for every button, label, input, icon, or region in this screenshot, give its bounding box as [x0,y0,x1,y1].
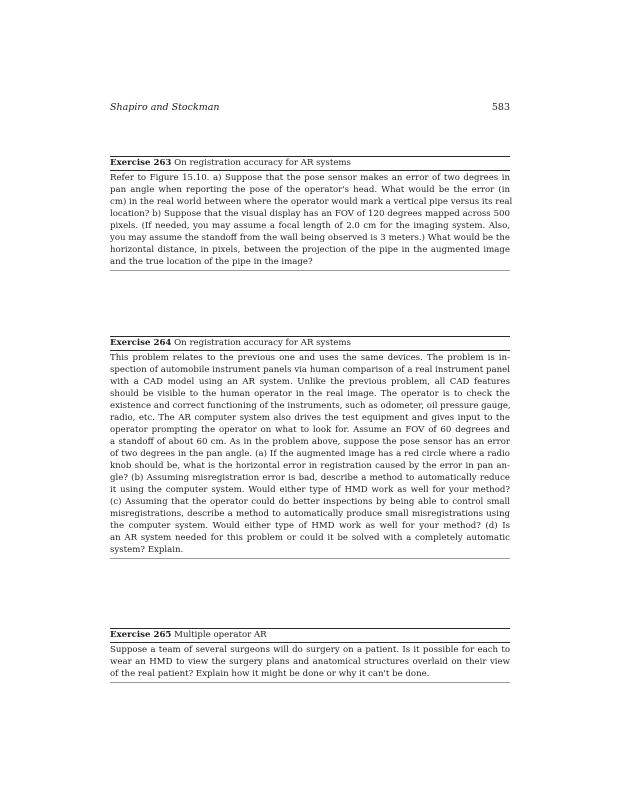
exercise-bottom-rule [110,682,510,683]
running-head [110,102,510,116]
exercise-text-line: with a CAD model using an AR system. Unlike the previous problem, all CAD features [110,377,510,387]
running-head-authors: Shapiro and Stockman [110,102,220,113]
exercise-264 [110,336,510,559]
exercise-text-line: pan angle when reporting the pose of the operator's head. What would be the error (in [110,185,510,195]
exercise-title: Multiple operator AR [174,630,267,640]
exercise-text-line: should be visible to the human operator in the real image. The operator is to check the [110,389,510,399]
exercise-text-line: and the true location of the pipe in the image? [110,257,313,267]
exercise-text-line: system? Explain. [110,545,184,555]
exercise-title: On registration accuracy for AR systems [174,338,351,348]
exercise-text-line: Refer to Figure 15.10. a) Suppose that the pose sensor makes an error of two degrees in [110,173,510,183]
exercise-header [110,337,510,350]
exercise-263 [110,156,513,271]
exercise-text-line: This problem relates to the previous one and uses the same devices. The problem is in- [110,353,510,363]
page-number: 583 [491,102,510,113]
exercise-text-line: knob should be, what is the horizontal error in registration caused by the error in pan an- [110,461,510,471]
exercise-bottom-rule [110,270,510,271]
exercise-bottom-rule [110,558,510,559]
exercise-text-line: the computer system. Would either type of HMD work as well for your method? (d) Is [110,521,510,531]
exercise-header [110,157,510,170]
exercise-text-line: it using the computer system. Would either type of HMD work as well for your method? [110,485,510,495]
exercise-text-line: misregistrations, describe a method to automatically produce small misregistrations using [110,509,510,519]
exercise-text-line: cm) in the real world between where the operator would mark a vertical pipe versus its real [110,197,513,207]
exercise-text-line: of two degrees in the pan angle. (a) If the augmented image has a red circle where a radio [110,449,510,459]
exercise-text-line: you may assume the standoff from the wall being observed is 3 meters.) What would be the [110,233,510,243]
exercise-label: Exercise 265 [110,630,172,640]
exercise-label: Exercise 264 [110,338,172,348]
exercise-label: Exercise 263 [110,158,172,168]
exercise-body [110,643,510,682]
exercise-body [110,171,513,270]
exercise-text-line: operator prompting the operator on what to look for. Assume an FOV of 60 degrees and [110,425,510,435]
exercise-text-line: horizontal distance, in pixels, between the projection of the pipe in the augmented image [110,245,510,255]
exercise-text-line: a standoff of about 60 cm. As in the problem above, suppose the pose sensor has an error [110,437,510,447]
exercise-text-line: location? b) Suppose that the visual display has an FOV of 120 degrees mapped across 500 [110,209,510,219]
exercise-text-line: pixels. (If needed, you may assume a focal length of 2.0 cm for the imaging system. Also, [110,221,510,231]
exercise-text-line: of the real patient? Explain how it might be done or why it can't be done. [110,669,430,679]
exercise-body [110,351,510,558]
exercise-text-line: spection of automobile instrument panels via human comparison of a real instrument panel [110,365,510,375]
exercise-text-line: radio, etc. The AR computer system also drives the test equipment and gives input to the [110,413,510,423]
exercise-text-line: wear an HMD to view the surgery plans and anatomical structures overlaid on their view [110,657,510,667]
exercise-text-line: gle? (b) Assuming misregistration error is bad, describe a method to automatically reduce [110,473,510,483]
exercise-text-line: Suppose a team of several surgeons will do surgery on a patient. Is it possible for each to [110,645,510,655]
exercise-header [110,629,510,642]
exercise-title: On registration accuracy for AR systems [174,158,351,168]
exercise-text-line: (c) Assuming that the operator could do better inspections by being able to control small [110,497,510,507]
exercise-text-line: an AR system needed for this problem or could it be solved with a completely automatic [110,533,510,543]
exercise-265 [110,628,510,683]
exercise-text-line: existence and correct functioning of the instruments, such as odometer, oil pressure gauge, [110,401,511,411]
